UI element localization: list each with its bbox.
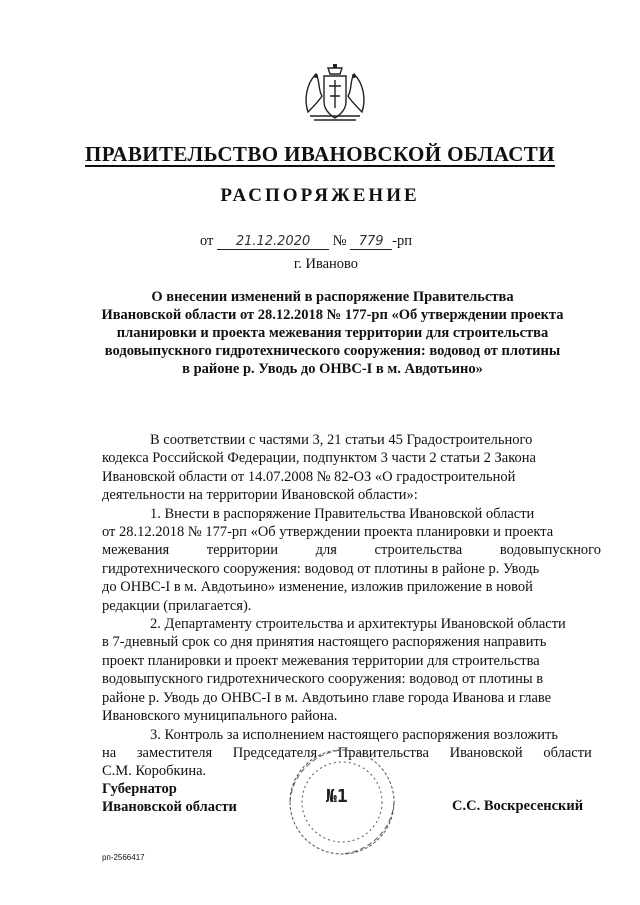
handwritten-number: 779 — [350, 234, 392, 250]
subject-line: водовыпускного гидротехнического сооружения: водовод от плотины — [104, 343, 561, 359]
text-line: на заместителя Председателя Правительства Ивановской области — [102, 744, 592, 761]
text-line: районе р. Уводь до ОНВС-I в м. Авдотьино главе города Иванова и главе — [102, 689, 552, 706]
signer-title — [102, 780, 237, 816]
subject-line: Ивановской области от 28.12.2018 № 177-рп «Об утверждении проекта — [101, 307, 564, 323]
text-line: межевания территории для строительства водовыпускного — [102, 542, 601, 559]
signer-title-line: Губернатор — [102, 781, 177, 797]
text-line: водовыпускного гидротехнического сооружения: водовод от плотины в — [102, 671, 544, 688]
text-line: В соответствии с частями 3, 21 статьи 45 Градостроительного — [150, 432, 533, 448]
text-line: 2. Департаменту строительства и архитектуры Ивановской области — [150, 616, 566, 633]
subject-heading — [95, 288, 570, 378]
text-line: Ивановской области от 14.07.2008 № 82-ОЗ «О градостроительной — [102, 468, 516, 485]
text-line: в 7-дневный срок со дня принятия настоящего распоряжения направить — [102, 634, 547, 651]
city: г. Иваново — [293, 256, 359, 272]
text-line: С.М. Коробкина. — [102, 763, 207, 780]
subject-line: О внесении изменений в распоряжение Правительства — [151, 289, 514, 305]
text-line: от 28.12.2018 № 177-рп «Об утверждении проекта планировки и проекта — [102, 524, 554, 541]
subject-line: планировки и проекта межевания территории для строительства — [116, 325, 549, 341]
document-body — [102, 431, 601, 781]
text-line: деятельности на территории Ивановской области»: — [102, 487, 418, 504]
coat-of-arms-icon — [300, 62, 370, 124]
item-2 — [102, 615, 580, 725]
text-line: редакции (прилагается). — [102, 597, 252, 614]
text-line: Ивановского муниципального района. — [102, 708, 338, 725]
signer-title-line: Ивановской области — [102, 799, 237, 815]
document-type: РАСПОРЯЖЕНИЕ — [220, 185, 420, 206]
number-suffix: -рп — [392, 233, 412, 249]
signer-name: С.С. Воскресенский — [452, 798, 584, 814]
subject-line: в районе р. Уводь до ОНВС-I в м. Авдотьино» — [182, 361, 483, 377]
item-1 — [102, 505, 601, 615]
dateline — [200, 233, 500, 250]
text-line: до ОНВС-I в м. Авдотьино» изменение, изложив приложение в новой — [102, 579, 533, 596]
handwritten-date: 21.12.2020 — [217, 234, 329, 250]
text-line: гидротехнического сооружения: водовод от плотины в районе р. Уводь — [102, 560, 540, 577]
intro-paragraph — [102, 431, 580, 505]
text-line: 3. Контроль за исполнением настоящего распоряжения возложить — [150, 726, 558, 743]
text-line: проект планировки и проект межевания территории для строительства — [102, 652, 540, 669]
number-sign: № — [332, 233, 347, 249]
text-line: 1. Внести в распоряжение Правительства Ивановской области — [150, 505, 535, 522]
text-line: кодекса Российской Федерации, подпунктом 3 части 2 статьи 2 Закона — [102, 450, 536, 467]
date-prefix: от — [200, 233, 214, 249]
registration-number: рп-2566417 — [102, 853, 145, 862]
government-title: ПРАВИТЕЛЬСТВО ИВАНОВСКОЙ ОБЛАСТИ — [85, 142, 555, 166]
stamp-number: №1 — [326, 786, 348, 807]
